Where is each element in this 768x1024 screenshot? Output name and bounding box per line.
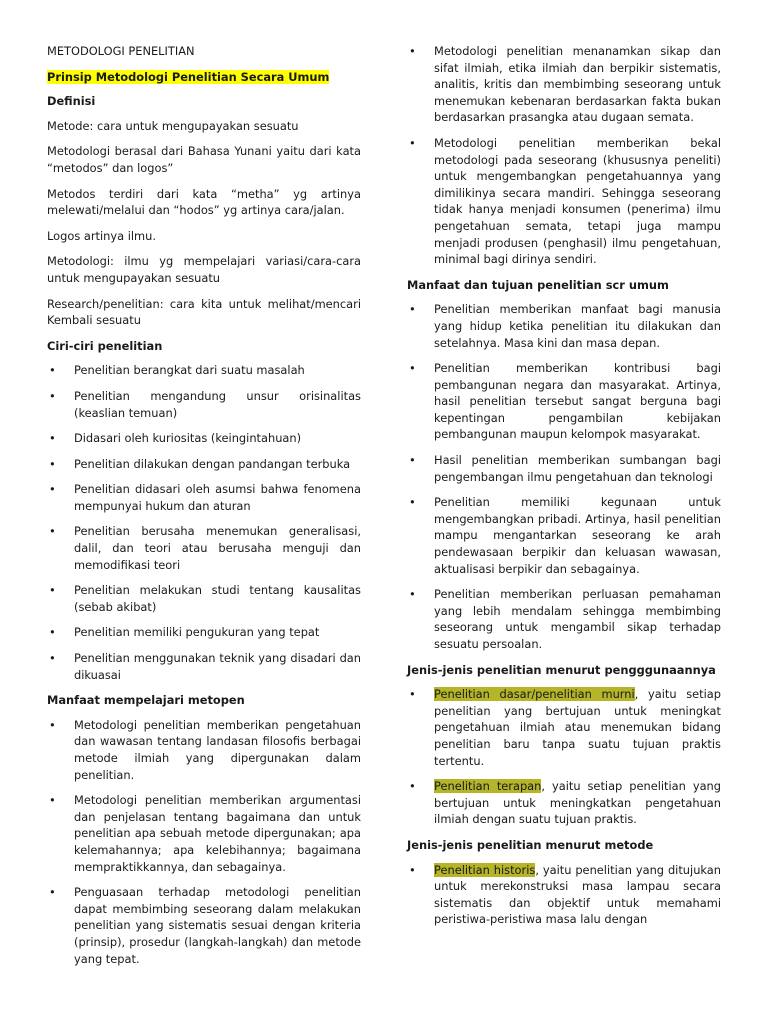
definition-item: Metode: cara untuk mengupayakan sesuatu — [47, 118, 299, 133]
list-item: • Metodologi penelitian menanamkan sikap dan sifat ilmiah, etika ilmiah dan berpikir sistematis, analitis, kritis dan membimbing seseorang untuk menemukan kebenaran berdasarkan fakta bukan berdasarkan prasangka atau dugaan semata. — [407, 43, 721, 126]
right-column — [407, 43, 721, 937]
left-column — [47, 43, 361, 976]
benefits-continued-list — [407, 43, 721, 268]
purpose-heading: Manfaat dan tujuan penelitian scr umum — [407, 277, 669, 292]
method-types-list — [407, 862, 721, 928]
definition-heading: Definisi — [47, 94, 96, 109]
purpose-list — [407, 301, 721, 652]
principle-heading — [47, 69, 361, 86]
definition-item: Metodos terdiri dari kata “metha” yg artinya melewati/melalui dan “hodos” yg artinya cara/jalan. — [47, 186, 361, 218]
highlighted-term: Penelitian dasar/penelitian murni — [434, 687, 635, 702]
list-item: • Penelitian memiliki kegunaan untuk mengembangkan pribadi. Artinya, hasil penelitian mampu mengantarkan seseorang ke arah pendewasaan berpikir dan keluasan wawasan, aktualisasi berpikir dan sebagainya. — [407, 494, 721, 577]
list-item: • Penguasaan terhadap metodologi penelitian dapat membimbing seseorang dalam melakukan penelitian yang sistematis sesuai dengan kriteria (prinsip), prosedur (langkah-langkah) dan metode yang tepat. — [47, 884, 361, 967]
characteristics-heading: Ciri-ciri penelitian — [47, 338, 163, 353]
list-item: • Penelitian memiliki pengukuran yang tepat — [47, 624, 361, 641]
list-item: • Penelitian mengandung unsur orisinalitas (keaslian temuan) — [47, 388, 361, 421]
list-item: • Penelitian memberikan manfaat bagi manusia yang hidup ketika penelitian itu dilakukan dan setelahnya. Masa kini dan masa depan. — [407, 301, 721, 351]
term-description: , yaitu penelitian yang ditujukan untuk merekonstruksi masa lampau secara sistematis dan objektif untuk memahami peristiwa-peristiwa masa lalu dengan — [434, 862, 722, 927]
list-item: • Penelitian berusaha menemukan generalisasi, dalil, dan teori atau berusaha menguji dan memodifikasi teori — [47, 523, 361, 573]
list-item: • Didasari oleh kuriositas (keingintahuan) — [47, 430, 361, 447]
list-item: • Penelitian memberikan perluasan pemahaman yang lebih mendalam sehingga membimbing seseorang untuk mengambil sikap terhadap sesuatu persoalan. — [407, 586, 721, 652]
list-item — [407, 686, 721, 769]
list-item: • Penelitian didasari oleh asumsi bahwa fenomena mempunyai hukum dan aturan — [47, 481, 361, 514]
highlighted-term: Penelitian terapan — [434, 779, 542, 794]
definition-item: Metodologi berasal dari Bahasa Yunani yaitu dari kata “metodos” dan logos” — [47, 144, 361, 175]
definition-item: Research/penelitian: cara kita untuk melihat/mencari Kembali sesuatu — [47, 296, 361, 328]
benefits-heading: Manfaat mempelajari metopen — [47, 693, 245, 708]
list-item: • Metodologi penelitian memberikan bekal metodologi pada seseorang (khususnya peneliti) untuk mengembangkan pengetahuannya yang dimilikinya secara mandiri. Sehingga seseorang tidak hanya menjadi konsumen (penerima) ilmu pengetahuan semata, tetapi juga mampu menjadi produsen (penghasil) ilmu pengetahuan, minimal bagi dirinya sendiri. — [407, 135, 721, 268]
term-description: , yaitu setiap penelitian yang bertujuan untuk meningkat pengetahuan ilmiah atau menemukan bidang penelitian baru tanpa suatu tujuan praktis tertentu. — [434, 687, 721, 768]
list-item — [407, 778, 721, 828]
list-item: • Hasil penelitian memberikan sumbangan bagi pengembangan ilmu pengetahuan dan teknologi — [407, 452, 721, 485]
principle-heading-text: Prinsip Metodologi Penelitian Secara Umum — [47, 69, 330, 84]
definition-item: Logos artinya ilmu. — [47, 228, 156, 243]
list-item: • Metodologi penelitian memberikan argumentasi dan penjelasan tentang bagaimana dan untuk penelitian apa sebuah metode dipergunakan; apa kelemahannya; apa kelebihannya; bagaimana mempraktikkannya, dan sebagainya. — [47, 792, 361, 875]
benefits-list — [47, 717, 361, 967]
list-item: • Metodologi penelitian memberikan pengetahuan dan wawasan tentang landasan filosofis berbagai metode ilmiah yang dipergunakan dalam penelitian. — [47, 717, 361, 783]
list-item: • Penelitian melakukan studi tentang kausalitas (sebab akibat) — [47, 582, 361, 615]
list-item — [407, 862, 721, 928]
term-description: , yaitu setiap penelitian yang bertujuan untuk meningkatkan pengetahuan ilmiah dengan suatu tujuan praktis. — [434, 779, 721, 827]
definition-list — [47, 118, 361, 329]
document-title: METODOLOGI PENELITIAN — [47, 44, 195, 58]
highlighted-term: Penelitian historis — [434, 862, 536, 877]
definition-item: Metodologi: ilmu yg mempelajari variasi/cara-cara untuk mengupayakan sesuatu — [47, 254, 361, 285]
characteristics-list — [47, 362, 361, 683]
usage-types-list — [407, 686, 721, 828]
list-item: • Penelitian dilakukan dengan pandangan terbuka — [47, 456, 361, 473]
method-types-heading: Jenis-jenis penelitian menurut metode — [407, 837, 654, 852]
list-item: • Penelitian menggunakan teknik yang disadari dan dikuasai — [47, 650, 361, 683]
list-item: • Penelitian memberikan kontribusi bagi pembangunan negara dan masyarakat. Artinya, hasil penelitian tersebut sangat berguna bagi kepentingan pengambilan kebijakan pembangunan maupun kelompok masyarakat. — [407, 360, 721, 443]
usage-types-heading: Jenis-jenis penelitian menurut pengggunaannya — [407, 662, 716, 677]
list-item: • Penelitian berangkat dari suatu masalah — [47, 362, 361, 379]
